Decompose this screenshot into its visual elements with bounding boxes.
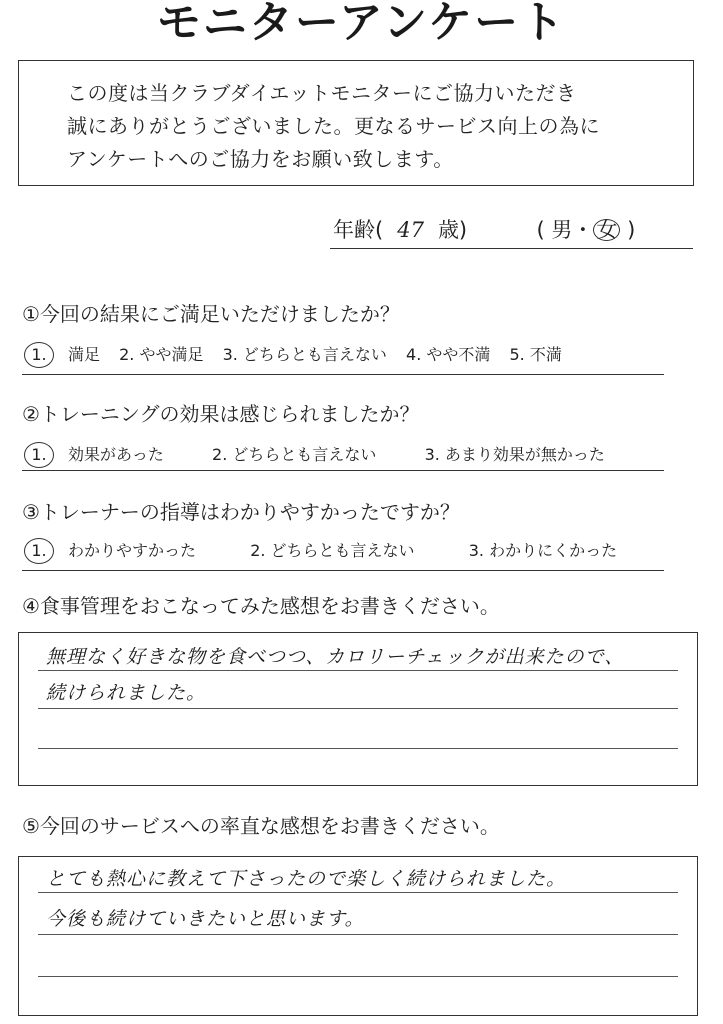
- selected-circle: 1.: [24, 342, 54, 368]
- question-1-options: [24, 342, 576, 368]
- selected-circle: 1.: [24, 538, 54, 564]
- gender-separator: ・: [572, 218, 594, 242]
- gender-open: (: [536, 218, 545, 242]
- q2-option-3[interactable]: 3. あまり効果が無かった: [424, 445, 605, 464]
- selected-circle: 1.: [24, 442, 54, 468]
- intro-line: 誠にありがとうございました。更なるサービス向上の為に: [67, 114, 600, 138]
- age-suffix: 歳): [437, 218, 468, 242]
- question-5: ⑤今回のサービスへの率直な感想をお書きください。: [22, 814, 500, 838]
- age-label: 年齢(: [333, 218, 384, 242]
- ruled-line: [38, 748, 678, 749]
- question-3: ③トレーナーの指導はわかりやすかったですか？: [22, 500, 460, 524]
- question-3-options: [24, 538, 631, 564]
- q3-option-2[interactable]: 2. どちらとも言えない: [250, 541, 415, 560]
- q1-option-1[interactable]: 1. 満足: [24, 345, 100, 364]
- q1-option-2[interactable]: 2. やや満足: [119, 345, 204, 364]
- respondent-rule: [330, 248, 693, 249]
- page-title: モニターアンケート: [156, 0, 567, 48]
- q3-rule: [22, 570, 664, 571]
- q2-option-1[interactable]: 1. 効果があった: [24, 445, 164, 464]
- question-2-options: [24, 442, 619, 468]
- ruled-line: [38, 976, 678, 977]
- q1-option-3[interactable]: 3. どちらとも言えない: [222, 345, 387, 364]
- ruled-line: [38, 934, 678, 935]
- q5-answer-line-1: とても熱心に教えて下さったので楽しく続けられました。: [46, 868, 567, 890]
- ruled-line: [38, 708, 678, 709]
- gender-male-option[interactable]: 男: [551, 218, 573, 242]
- q3-option-1[interactable]: 1. わかりやすかった: [24, 541, 196, 560]
- intro-line: この度は当クラブダイエットモニターにご協力いただき: [67, 81, 577, 105]
- gender-close: ): [627, 218, 636, 242]
- gender-female-option[interactable]: 女: [593, 219, 620, 241]
- q2-rule: [22, 470, 664, 471]
- q5-answer-line-2: 今後も続けていきたいと思います。: [46, 908, 365, 930]
- q1-option-4[interactable]: 4. やや不満: [406, 345, 491, 364]
- q4-answer-line-1: 無理なく好きな物を食べつつ、カロリーチェックが出来たので、: [46, 646, 625, 668]
- ruled-line: [38, 670, 678, 671]
- q1-rule: [22, 374, 664, 375]
- question-1: ①今回の結果にご満足いただけましたか？: [22, 302, 400, 326]
- ruled-line: [38, 892, 678, 893]
- q2-option-2[interactable]: 2. どちらとも言えない: [212, 445, 377, 464]
- q3-option-3[interactable]: 3. わかりにくかった: [468, 541, 618, 560]
- intro-box: [18, 60, 694, 186]
- question-4: ④食事管理をおこなってみた感想をお書きください。: [22, 594, 500, 618]
- q4-answer-line-2: 続けられました。: [46, 682, 207, 704]
- respondent-info: [333, 214, 635, 244]
- question-2: ②トレーニングの効果は感じられましたか？: [22, 402, 420, 426]
- age-value[interactable]: 47: [397, 218, 424, 242]
- q1-option-5[interactable]: 5. 不満: [509, 345, 562, 364]
- intro-line: アンケートへのご協力をお願い致します。: [67, 147, 454, 171]
